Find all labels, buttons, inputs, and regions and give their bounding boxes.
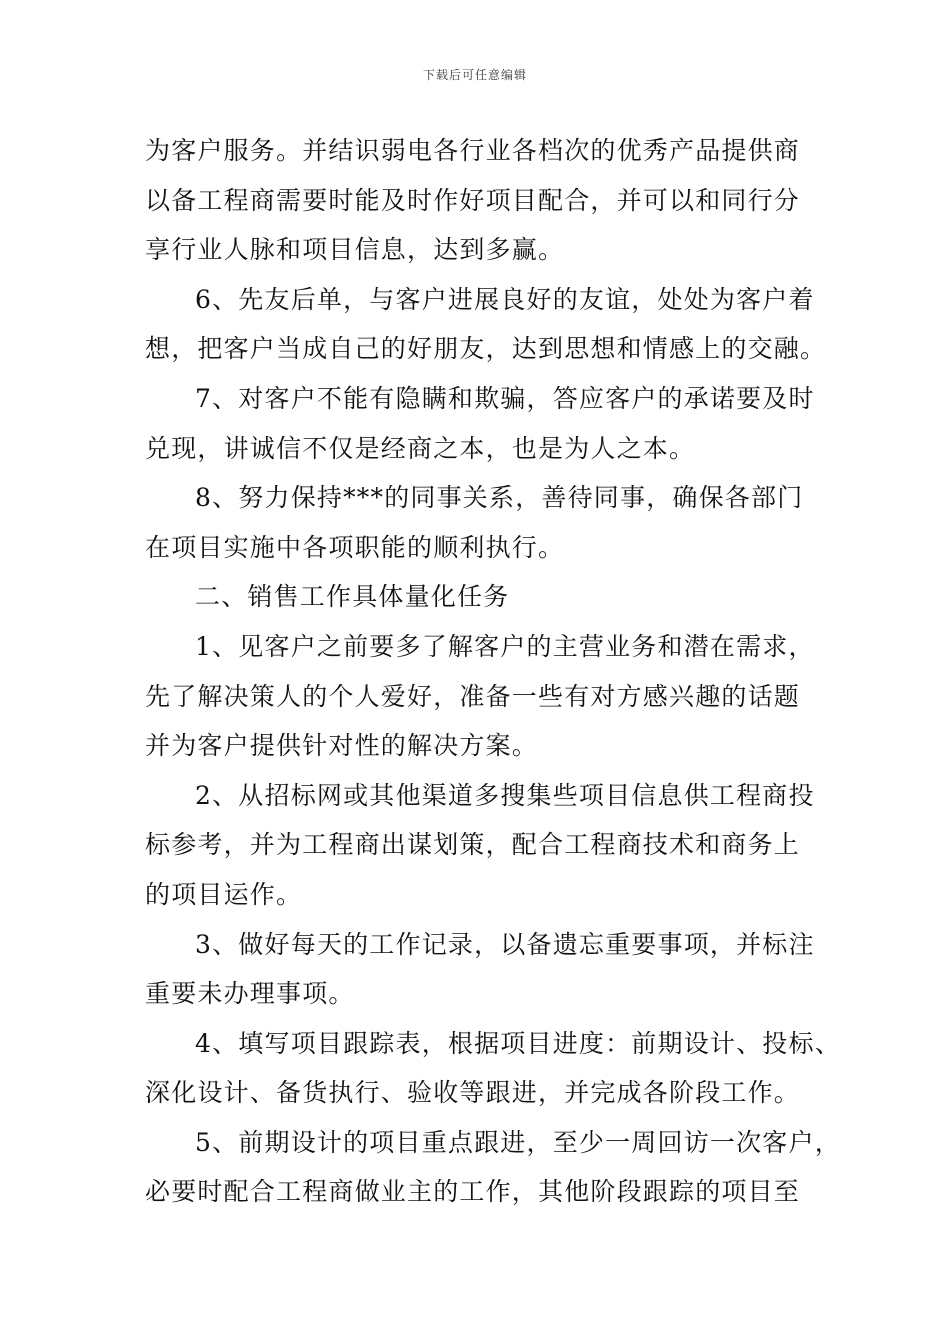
text-line: 1、见客户之前要多了解客户的主营业务和潜在需求， xyxy=(195,631,815,661)
text-line: 7、对客户不能有隐瞒和欺骗，答应客户的承诺要及时 xyxy=(195,383,815,413)
text-line: 重要未办理事项。 xyxy=(145,979,355,1009)
text-line: 4、填写项目跟踪表，根据项目进度：前期设计、投标、 xyxy=(195,1028,841,1058)
text-line: 5、前期设计的项目重点跟进，至少一周回访一次客户， xyxy=(195,1127,841,1157)
section-heading: 二、销售工作具体量化任务 xyxy=(195,582,510,612)
text-line: 8、努力保持***的同事关系，善待同事，确保各部门 xyxy=(195,483,804,513)
text-line: 先了解决策人的个人爱好，准备一些有对方感兴趣的话题 xyxy=(145,681,801,711)
text-line: 想，把客户当成自己的好朋友，达到思想和情感上的交融。 xyxy=(145,334,827,364)
text-line: 在项目实施中各项职能的顺利执行。 xyxy=(145,532,565,562)
document-body xyxy=(145,126,841,1217)
text-line: 的项目运作。 xyxy=(145,879,303,909)
text-line: 兑现，讲诚信不仅是经商之本，也是为人之本。 xyxy=(145,433,696,463)
text-line: 3、做好每天的工作记录，以备遗忘重要事项，并标注 xyxy=(195,929,815,959)
text-line: 2、从招标网或其他渠道多搜集些项目信息供工程商投 xyxy=(195,780,815,810)
text-line: 并为客户提供针对性的解决方案。 xyxy=(145,731,539,761)
text-line: 以备工程商需要时能及时作好项目配合，并可以和同行分 xyxy=(145,185,801,215)
text-line: 6、先友后单，与客户进展良好的友谊，处处为客户着 xyxy=(195,284,815,314)
page-header: 下载后可任意编辑 xyxy=(422,68,527,82)
text-line: 享行业人脉和项目信息，达到多赢。 xyxy=(145,235,565,265)
text-line: 标参考，并为工程商出谋划策，配合工程商技术和商务上 xyxy=(145,830,801,860)
text-line: 必要时配合工程商做业主的工作，其他阶段跟踪的项目至 xyxy=(145,1177,801,1207)
text-line: 深化设计、备货执行、验收等跟进，并完成各阶段工作。 xyxy=(145,1078,801,1108)
text-line: 为客户服务。并结识弱电各行业各档次的优秀产品提供商 xyxy=(145,136,801,165)
